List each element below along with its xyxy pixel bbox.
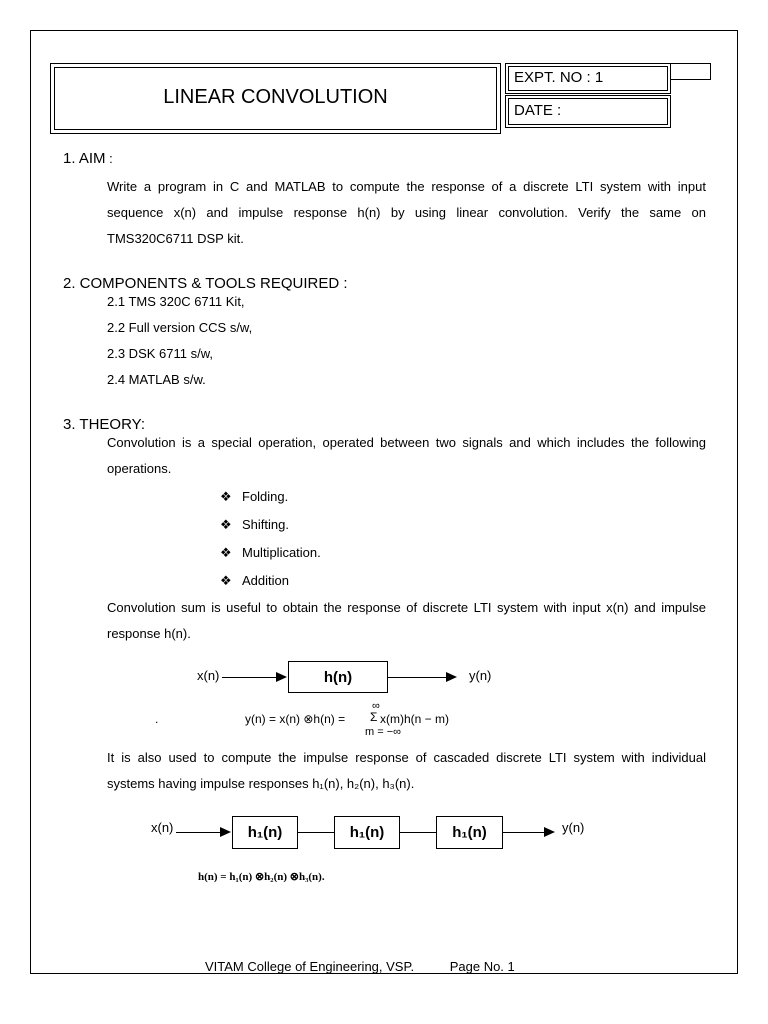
cascade-output-line xyxy=(503,832,545,833)
sum-lower-limit: m = −∞ xyxy=(365,726,401,738)
experiment-number-box xyxy=(505,63,671,94)
footer-page-number: Page No. 1 xyxy=(449,959,515,974)
cascade-output-label: y(n) xyxy=(562,820,585,835)
aim-heading xyxy=(63,150,113,167)
diamond-bullet-icon: ❖ xyxy=(220,517,232,532)
footer-college: VITAM College of Engineering, VSP. xyxy=(205,959,415,974)
input-signal-label: x(n) xyxy=(197,668,220,683)
cascade-link-line xyxy=(400,832,436,833)
component-item: 2.4 MATLAB s/w. xyxy=(107,372,206,387)
date-label: DATE : xyxy=(514,102,562,119)
component-item: 2.3 DSK 6711 s/w, xyxy=(107,346,213,361)
cascade-block-3: h₁(n) xyxy=(436,816,503,849)
diamond-bullet-icon: ❖ xyxy=(220,545,232,560)
sum-upper-limit: ∞ xyxy=(372,700,380,712)
convolution-sum-text: Convolution sum is useful to obtain the response of discrete LTI system with input x(n) and impulse response h(n). xyxy=(107,600,706,641)
output-arrow-line xyxy=(388,677,448,678)
sum-term: x(m)h(n − m) xyxy=(380,712,449,726)
title-box xyxy=(50,63,501,134)
diamond-bullet-icon: ❖ xyxy=(220,573,232,588)
operation-label: Addition xyxy=(242,573,289,588)
header-side-tab xyxy=(670,63,711,80)
operation-item xyxy=(220,489,288,505)
input-arrow-line xyxy=(222,677,278,678)
convolution-equation: y(n) = x(n) ⊗h(n) = xyxy=(245,712,346,726)
page-title: LINEAR CONVOLUTION xyxy=(163,86,388,108)
cascade-text: It is also used to compute the impulse response of cascaded discrete LTI system with individual systems having impulse responses h₁(n), h₂(n), h₃(n). xyxy=(107,750,706,791)
aim-heading-colon: : xyxy=(105,151,113,166)
output-signal-label: y(n) xyxy=(469,668,492,683)
cascade-input-line xyxy=(176,832,222,833)
theory-intro: Convolution is a special operation, operated between two signals and which includes the following operations. xyxy=(107,435,706,476)
operation-label: Multiplication. xyxy=(242,545,321,560)
operation-item xyxy=(220,545,321,561)
component-item: 2.1 TMS 320C 6711 Kit, xyxy=(107,294,245,309)
sum-symbol: Σ xyxy=(370,710,378,724)
equation-marker: . xyxy=(155,712,159,726)
arrowhead-icon xyxy=(220,827,231,837)
operation-label: Shifting. xyxy=(242,517,289,532)
arrowhead-icon xyxy=(446,672,457,682)
aim-heading-text: 1. AIM xyxy=(63,150,106,167)
diamond-bullet-icon: ❖ xyxy=(220,489,232,504)
cascade-block-2: h₁(n) xyxy=(334,816,400,849)
operation-item xyxy=(220,573,289,589)
page-footer xyxy=(205,959,515,974)
operation-item xyxy=(220,517,289,533)
date-box xyxy=(505,95,671,128)
system-block: h(n) xyxy=(288,661,388,693)
aim-text: Write a program in C and MATLAB to compute the response of a discrete LTI system with input sequence x(n) and impulse response h(n) by using linear convolution. Verify the same on TMS320C6711 DSP kit. xyxy=(107,179,706,246)
cascade-link-line xyxy=(298,832,334,833)
cascade-equation: h(n) = h₁(n) ⊗h₂(n) ⊗h₃(n). xyxy=(198,871,325,883)
component-item: 2.2 Full version CCS s/w, xyxy=(107,320,253,335)
operation-label: Folding. xyxy=(242,489,289,504)
cascade-input-label: x(n) xyxy=(151,820,174,835)
arrowhead-icon xyxy=(276,672,287,682)
theory-heading: 3. THEORY: xyxy=(63,416,145,433)
experiment-number-label: EXPT. NO : 1 xyxy=(514,69,604,86)
components-heading: 2. COMPONENTS & TOOLS REQUIRED : xyxy=(63,275,348,292)
arrowhead-icon xyxy=(544,827,555,837)
cascade-block-1: h₁(n) xyxy=(232,816,298,849)
